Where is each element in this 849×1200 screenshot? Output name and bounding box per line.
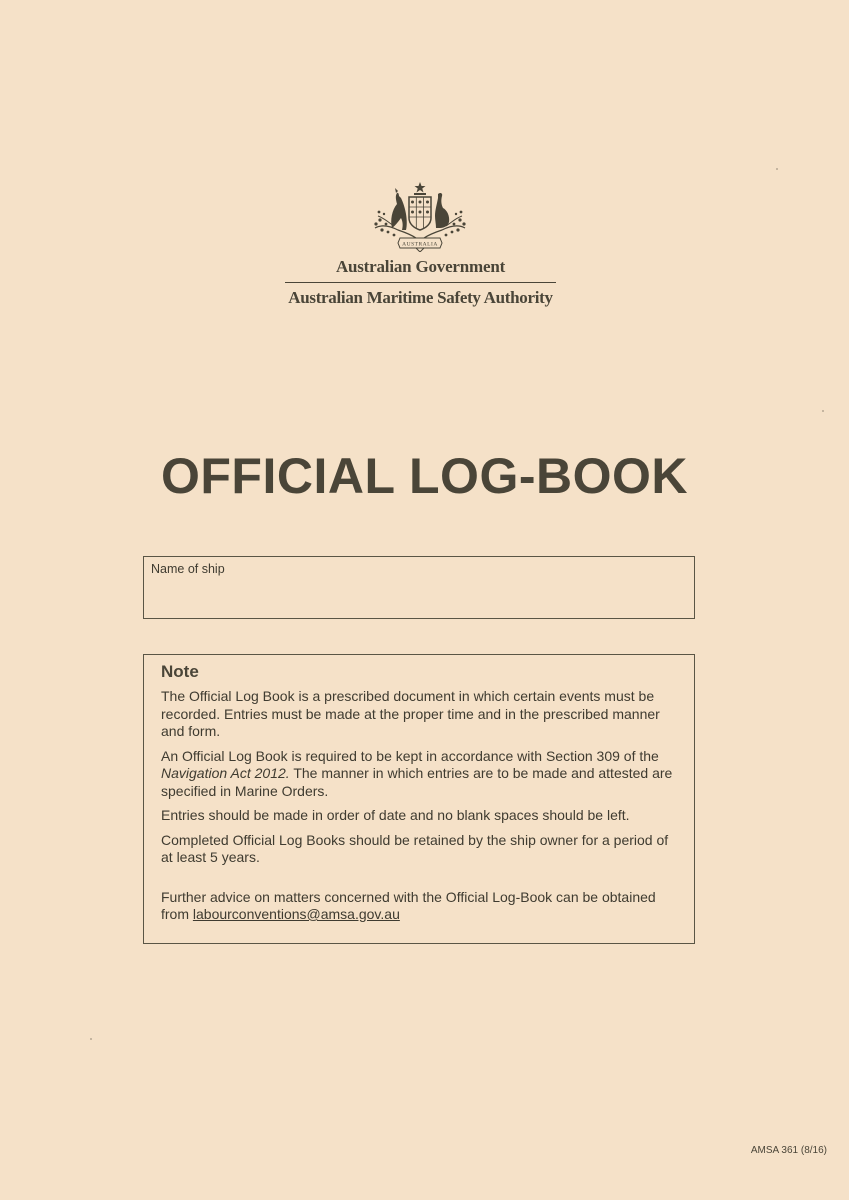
note-paragraph-4: Completed Official Log Books should be retained by the ship owner for a period of at least 5 years. — [161, 831, 669, 865]
paper-speck — [90, 1038, 92, 1040]
navigation-act-reference: Navigation Act 2012. — [161, 765, 290, 781]
svg-text:AUSTRALIA: AUSTRALIA — [402, 241, 438, 248]
note-paragraph-2-start: An Official Log Book is required to be kept in accordance with Section 309 of the — [161, 747, 659, 764]
note-box — [143, 654, 695, 944]
note-paragraph-2 — [161, 748, 681, 801]
form-code: AMSA 361 (8/16) — [750, 1145, 827, 1156]
header-divider — [285, 282, 556, 283]
agency-name: Australian Maritime Safety Authority — [288, 288, 553, 307]
advice-paragraph — [161, 889, 681, 924]
advice-text: Further advice on matters concerned with the Official Log-Book can be obtained from — [161, 888, 656, 922]
paper-speck — [822, 410, 824, 412]
contact-email-link[interactable]: labourconventions@amsa.gov.au — [192, 906, 400, 922]
ship-name-label: Name of ship — [151, 562, 225, 576]
note-paragraph-2-end: The manner in which entries are to be made and attested are specified in Marine Orders. — [161, 765, 673, 799]
note-paragraph-1: The Official Log Book is a prescribed document in which certain events must be recorded. Entries must be made at the proper time and in the prescribed manner and form. — [161, 688, 660, 739]
page-title: OFFICIAL LOG-BOOK — [161, 448, 688, 504]
note-body — [161, 688, 681, 931]
paper-speck — [776, 168, 778, 170]
coat-of-arms-icon — [370, 180, 470, 252]
note-heading: Note — [161, 662, 199, 681]
note-paragraph-3: Entries should be made in order of date and no blank spaces should be left. — [161, 807, 630, 823]
ship-name-field[interactable] — [143, 556, 695, 619]
government-name: Australian Government — [335, 257, 506, 276]
